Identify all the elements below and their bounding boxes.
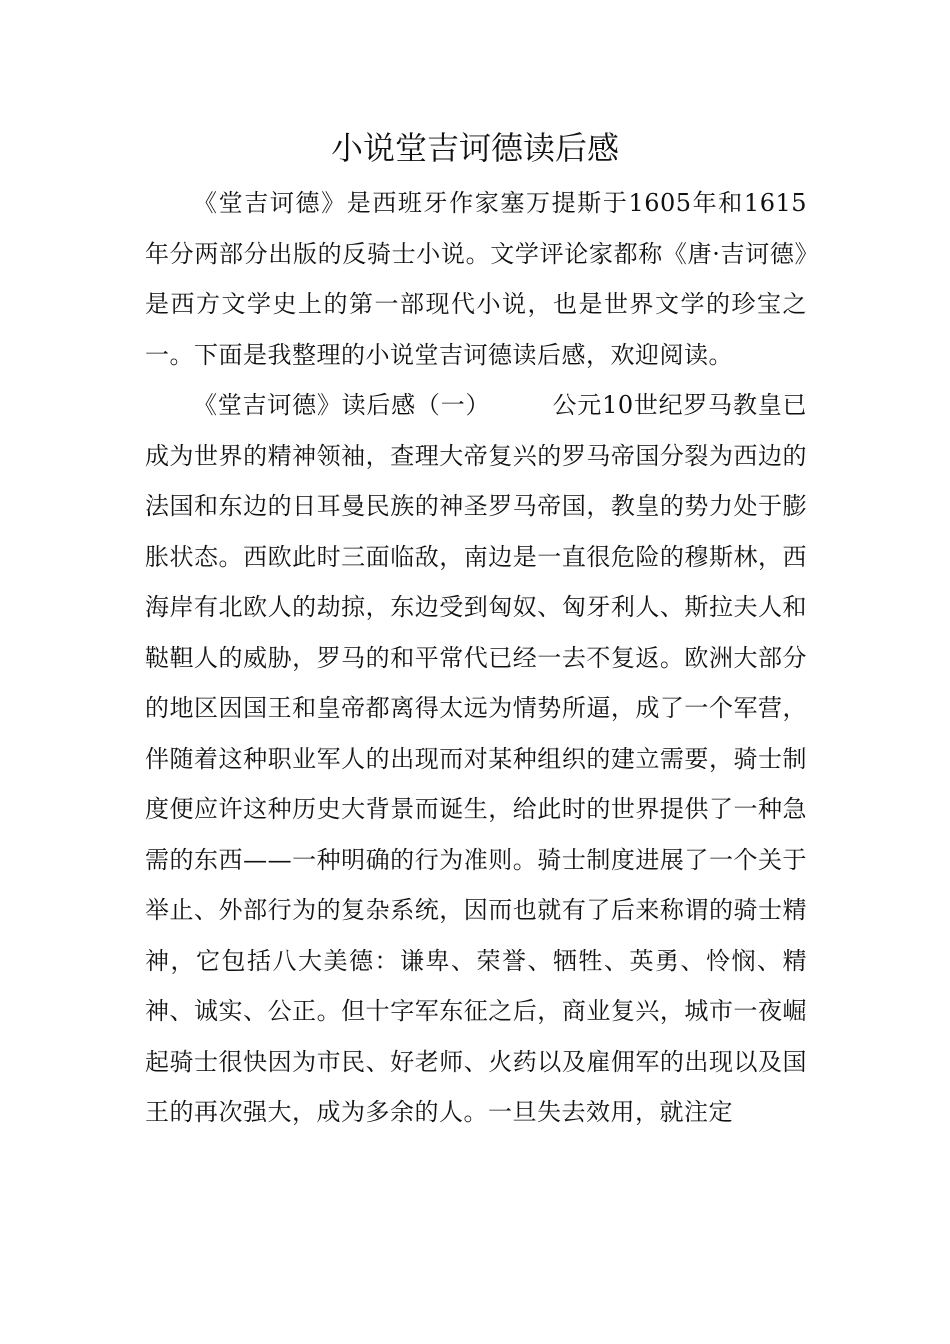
paragraph-intro: 《堂吉诃德》是西班牙作家塞万提斯于1605年和1615年分两部分出版的反骑士小说。文学评论家都称《唐·吉诃德》是西方文学史上的第一部现代小说，也是世界文学的珍宝之一。下面是我整理的小说堂吉诃德读后感，欢迎阅读。 bbox=[145, 189, 807, 369]
document-body bbox=[145, 178, 807, 1138]
paragraph-review-one: 《堂吉诃德》读后感（一） 公元10世纪罗马教皇已成为世界的精神领袖，查理大帝复兴的罗马帝国分裂为西边的法国和东边的日耳曼民族的神圣罗马帝国，教皇的势力处于膨胀状态。西欧此时三面临敌，南边是一直很危险的穆斯林，西海岸有北欧人的劫掠，东边受到匈奴、匈牙利人、斯拉夫人和鞑靼人的威胁，罗马的和平常代已经一去不复返。欧洲大部分的地区因国王和皇帝都离得太远为情势所逼，成了一个军营，伴随着这种职业军人的出现而对某种组织的建立需要，骑士制度便应许这种历史大背景而诞生，给此时的世界提供了一种急需的东西——一种明确的行为准则。骑士制度进展了一个关于举止、外部行为的复杂系统，因而也就有了后来称谓的骑士精神，它包括八大美德：谦卑、荣誉、牺牲、英勇、怜悯、精神、诚实、公正。但十字军东征之后，商业复兴，城市一夜崛起骑士很快因为市民、好老师、火药以及雇佣军的出现以及国王的再次强大，成为多余的人。一旦失去效用，就注定 bbox=[145, 391, 807, 1126]
document-title: 小说堂吉诃德读后感 bbox=[330, 129, 619, 167]
